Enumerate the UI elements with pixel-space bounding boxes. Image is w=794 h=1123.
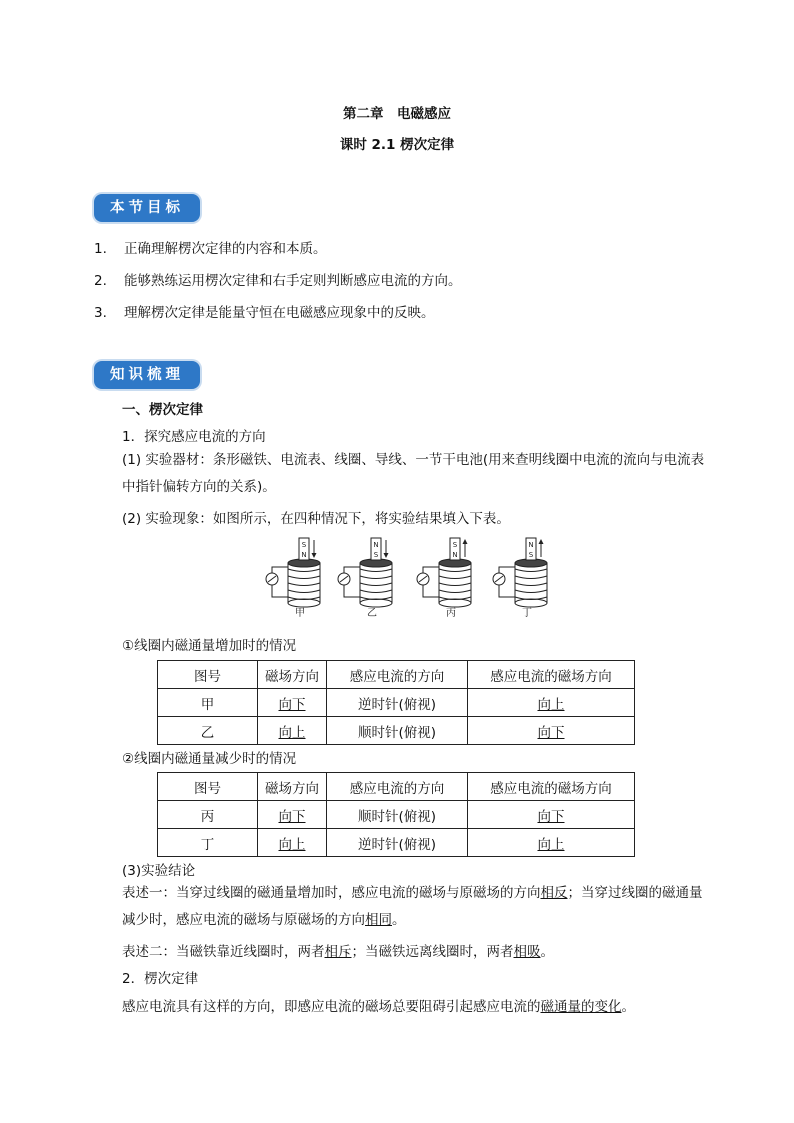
law-text [122, 995, 635, 1015]
law-heading: 2．楞次定律 [122, 971, 199, 987]
header-cell: 图号 [158, 661, 258, 689]
table-row [158, 829, 635, 857]
answer-blank: 相反 [540, 885, 568, 901]
cell [468, 829, 635, 857]
wire [423, 567, 439, 573]
knowledge-badge: 知识梳理 [94, 361, 200, 389]
answer-blank: 向下 [278, 696, 306, 713]
cell: 丁 [158, 829, 258, 857]
figure-label: 丙 [446, 608, 456, 619]
magnet-pole-label: S [301, 541, 307, 549]
goal-text: 理解楞次定律是能量守恒在电磁感应现象中的反映。 [124, 305, 435, 321]
magnet-pole-label: S [528, 551, 534, 559]
conclusion-statement-2 [122, 940, 554, 960]
goal-item-1 [94, 237, 327, 257]
text-run: 。 [392, 912, 406, 928]
goal-item-2 [94, 269, 462, 289]
arrow-down-icon [384, 553, 389, 558]
chapter-title: 第二章 电磁感应 [343, 106, 451, 122]
answer-blank: 向下 [278, 808, 306, 825]
table-row [158, 717, 635, 745]
coil [439, 563, 471, 603]
arrow-up-icon [539, 539, 544, 544]
cell: 甲 [158, 689, 258, 717]
answer-blank: 相同 [365, 912, 392, 928]
subsection-heading: 1．探究感应电流的方向 [122, 429, 266, 445]
answer-blank: 向下 [537, 724, 565, 741]
coil-bottom [515, 599, 547, 607]
goal-number: 3. [94, 305, 107, 321]
text-run: 感应电流具有这样的方向，即感应电流的磁场总要阻碍引起感应电流的 [122, 999, 541, 1015]
magnet-pole-label: N [373, 541, 379, 549]
arrow-up-icon [463, 539, 468, 544]
cell: 逆时针(俯视) [327, 829, 468, 857]
goal-number: 2. [94, 273, 107, 289]
header-cell: 感应电流的方向 [327, 773, 468, 801]
coil-bottom [360, 599, 392, 607]
wire [344, 585, 360, 597]
text-run: ；当磁铁远离线圈时，两者 [351, 944, 514, 960]
figure-label: 甲 [295, 608, 305, 619]
table-row [158, 801, 635, 829]
arrow-down-icon [312, 553, 317, 558]
answer-blank: 向下 [537, 808, 565, 825]
case-increase-label: ①线圈内磁通量增加时的情况 [122, 638, 297, 654]
goal-text: 正确理解楞次定律的内容和本质。 [124, 241, 327, 257]
figure-label: 乙 [367, 608, 377, 619]
case-decrease-label: ②线圈内磁通量减少时的情况 [122, 751, 297, 767]
text-run: 。 [621, 999, 635, 1015]
coil-bottom [439, 599, 471, 607]
cell: 顺时针(俯视) [327, 801, 468, 829]
wire [499, 585, 515, 597]
table-decrease [157, 772, 635, 857]
wire [272, 585, 288, 597]
coil [360, 563, 392, 603]
header-cell: 磁场方向 [258, 661, 327, 689]
magnet-pole-label: S [452, 541, 458, 549]
cell [258, 829, 327, 857]
text-run: ；当穿过线圈的磁通量减少时，感应电流的磁场与原磁场的方向 [122, 885, 703, 928]
magnet-pole-label: S [373, 551, 379, 559]
answer-blank: 向上 [278, 724, 306, 741]
cell: 丙 [158, 801, 258, 829]
text-run: 表述一：当穿过线圈的磁通量增加时，感应电流的磁场与原磁场的方向 [122, 885, 541, 901]
goal-number: 1. [94, 241, 107, 257]
answer-blank: 向上 [537, 836, 565, 853]
cell [468, 801, 635, 829]
wire [499, 567, 515, 573]
header-cell: 磁场方向 [258, 773, 327, 801]
header-cell: 图号 [158, 773, 258, 801]
header-cell: 感应电流的磁场方向 [468, 661, 635, 689]
answer-blank: 相斥 [324, 944, 352, 960]
cell [258, 801, 327, 829]
goal-text: 能够熟练运用楞次定律和右手定则判断感应电流的方向。 [124, 273, 462, 289]
header-cell: 感应电流的方向 [327, 661, 468, 689]
cell [258, 717, 327, 745]
answer-blank: 向上 [278, 836, 306, 853]
conclusion-statement-1 [122, 880, 712, 934]
experiment-figure [262, 537, 562, 619]
coil-bottom [288, 599, 320, 607]
cell [468, 689, 635, 717]
conclusion-heading: (3)实验结论 [122, 863, 196, 879]
cell [258, 689, 327, 717]
answer-blank: 相吸 [513, 944, 541, 960]
wire [344, 567, 360, 573]
text-run: 表述二：当磁铁靠近线圈时，两者 [122, 944, 325, 960]
cell: 顺时针(俯视) [327, 717, 468, 745]
item-phenomenon: (2) 实验现象：如图所示，在四种情况下，将实验结果填入下表。 [122, 511, 510, 527]
section-heading: 一、楞次定律 [122, 402, 203, 418]
magnet-pole-label: N [301, 551, 307, 559]
wire [272, 567, 288, 573]
item-equipment [122, 447, 712, 501]
coil [288, 563, 320, 603]
table-row [158, 689, 635, 717]
text-run: 。 [540, 944, 554, 960]
wire [423, 585, 439, 597]
table-increase [157, 660, 635, 745]
goal-item-3 [94, 301, 435, 321]
goals-badge: 本节目标 [94, 194, 200, 222]
cell: 乙 [158, 717, 258, 745]
table-header-row [158, 773, 635, 801]
answer-blank: 向上 [537, 696, 565, 713]
magnet-pole-label: N [528, 541, 534, 549]
item-equipment-text: (1) 实验器材：条形磁铁、电流表、线圈、导线、一节干电池(用来查明线圈中电流的流向与电流表中指针偏转方向的关系)。 [122, 452, 705, 495]
header-cell: 感应电流的磁场方向 [468, 773, 635, 801]
cell: 逆时针(俯视) [327, 689, 468, 717]
magnet-pole-label: N [452, 551, 458, 559]
coil [515, 563, 547, 603]
figure-label: 丁 [522, 608, 532, 619]
table-header-row [158, 661, 635, 689]
answer-blank: 磁通量的变化 [540, 999, 622, 1015]
cell [468, 717, 635, 745]
lesson-title: 课时 2.1 楞次定律 [339, 137, 455, 153]
